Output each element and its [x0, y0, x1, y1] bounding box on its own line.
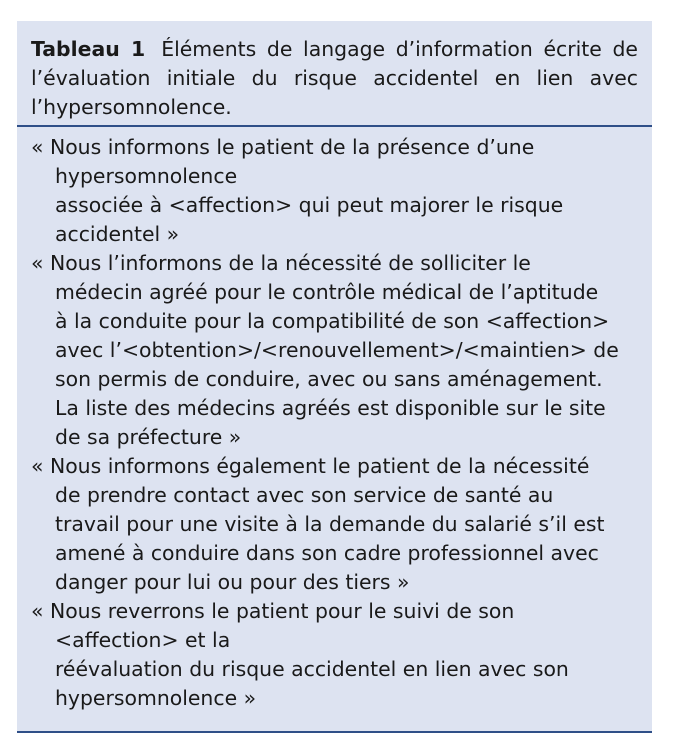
entry-line: son permis de conduire, avec ou sans aménagement. — [55, 367, 603, 391]
table-entry-3 — [31, 452, 646, 597]
entry-line: <affection> et la — [55, 628, 231, 652]
table-box — [17, 21, 652, 733]
entry-line: travail pour une visite à la demande du salarié s’il est — [55, 512, 605, 536]
entry-line: médecin agréé pour le contrôle médical de l’aptitude — [55, 280, 599, 304]
entry-line: « Nous reverrons le patient pour le suivi de son — [31, 599, 515, 623]
caption-rule — [17, 125, 652, 127]
caption-text: Éléments de langage d’information écrite de l’évaluation initiale du risque accidentel en lien avec l’hypersomnolence. — [31, 37, 638, 119]
entry-line: réévaluation du risque accidentel en lien avec son — [55, 657, 569, 681]
table-caption — [17, 21, 652, 125]
entry-line: hypersomnolence — [55, 164, 238, 188]
entry-line: « Nous informons également le patient de la nécessité — [31, 454, 590, 478]
table-entry-4 — [31, 597, 646, 713]
entry-line: amené à conduire dans son cadre professionnel avec — [55, 541, 599, 565]
entry-line: à la conduite pour la compatibilité de son <affection> — [55, 309, 610, 333]
table-entry-2 — [31, 249, 646, 452]
entry-line: hypersomnolence » — [55, 686, 257, 710]
table-entry-1 — [31, 133, 646, 249]
table-entries — [31, 133, 646, 713]
entry-line: de prendre contact avec son service de santé au — [55, 483, 554, 507]
entry-line: de sa préfecture » — [55, 425, 242, 449]
bottom-rule — [17, 731, 652, 733]
table-label: Tableau 1 — [31, 37, 146, 61]
entry-line: accidentel » — [55, 222, 180, 246]
entry-line: La liste des médecins agréés est disponible sur le site — [55, 396, 606, 420]
entry-line: « Nous l’informons de la nécessité de solliciter le — [31, 251, 531, 275]
entry-line: « Nous informons le patient de la présence d’une — [31, 135, 535, 159]
entry-line: danger pour lui ou pour des tiers » — [55, 570, 410, 594]
entry-line: associée à <affection> qui peut majorer le risque — [55, 193, 564, 217]
entry-line: avec l’<obtention>/<renouvellement>/<maintien> de — [55, 338, 619, 362]
